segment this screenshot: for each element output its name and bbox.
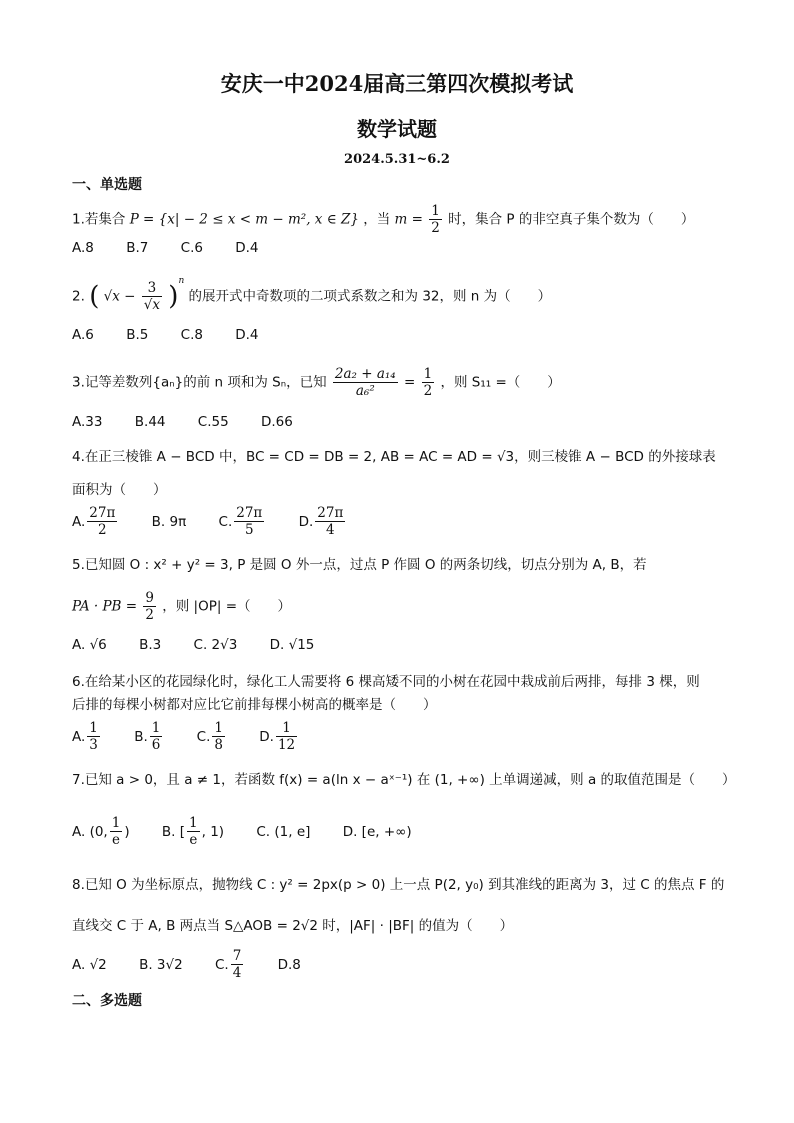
- q7-options: [72, 815, 440, 848]
- question-4-line-2: 面积为（ ）: [72, 482, 167, 498]
- q5-option-c[interactable]: C. 2√3: [193, 637, 238, 653]
- q8-option-b[interactable]: B. 3√2: [139, 956, 183, 973]
- question-3: [72, 366, 561, 399]
- q3-option-b[interactable]: B.44: [134, 414, 166, 430]
- question-6-line-1: 6.在给某小区的花园绿化时，绿化工人需要将 6 棵高矮不同的小树在花园中栽成前后两排，每排 3 棵，则: [72, 674, 700, 690]
- q4-option-c[interactable]: C. $\frac{27\pi}{5}$: [218, 505, 263, 538]
- q5-options: [72, 637, 342, 653]
- q8-options: [72, 948, 329, 981]
- q3-option-c[interactable]: C.55: [197, 414, 229, 430]
- q8-option-c[interactable]: C. $\frac{7}{4}$: [215, 948, 242, 981]
- q7-option-b[interactable]: B. [ $\frac{1}{e}$ , 1): [161, 815, 225, 848]
- question-4-line-1: 4.在正三棱锥 A − BCD 中，BC = CD = DB = 2, AB = AC = AD = √3，则三棱锥 A − BCD 的外接球表: [72, 449, 716, 465]
- q6-option-d[interactable]: D. $\frac{1}{12}$: [259, 720, 296, 753]
- q3-options: [72, 414, 321, 430]
- q1-options: [72, 240, 287, 256]
- q2-option-c[interactable]: C.8: [180, 327, 203, 343]
- question-7: 7.已知 a > 0，且 a ≠ 1，若函数 f(x) = a(ln x − aˣ⁻¹) 在 (1, +∞) 上单调递减，则 a 的取值范围是（ ）: [72, 772, 736, 788]
- q1-option-d[interactable]: D.4: [235, 240, 259, 256]
- q3-fraction-2: $\frac{1}{2}$: [423, 366, 433, 399]
- q5-vector-product: PA · PB =: [72, 598, 138, 615]
- q6-option-c[interactable]: C. $\frac{1}{8}$: [196, 720, 223, 753]
- q1-option-c[interactable]: C.6: [180, 240, 203, 256]
- q4-option-d[interactable]: D. $\frac{27\pi}{4}$: [298, 505, 344, 538]
- q5-option-b[interactable]: B.3: [139, 637, 162, 653]
- q8-option-a[interactable]: A. √2: [72, 956, 107, 973]
- q2-fraction: $\frac{3}{√x}$: [143, 280, 160, 313]
- q8-option-d[interactable]: D.8: [277, 956, 301, 973]
- question-5-line-1: 5.已知圆 O : x² + y² = 3, P 是圆 O 外一点，过点 P 作圆 O 的两条切线，切点分别为 A, B，若: [72, 557, 647, 573]
- exam-title: 安庆一中2024届高三第四次模拟考试: [220, 71, 574, 96]
- q2-option-d[interactable]: D.4: [235, 327, 259, 343]
- q5-option-d[interactable]: D. √15: [269, 637, 315, 653]
- q3-prefix: 3.记等差数列{aₙ}的前 n 项和为 Sₙ，已知: [72, 374, 327, 391]
- q7-option-a[interactable]: A. (0, $\frac{1}{e}$ ): [72, 815, 130, 848]
- question-8-line-1: 8.已知 O 为坐标原点，抛物线 C : y² = 2px(p > 0) 上一点 P(2, y₀) 到其准线的距离为 3，过 C 的焦点 F 的: [72, 877, 725, 893]
- question-6-line-2: 后排的每棵小树都对应比它前排每棵小树高的概率是（ ）: [72, 697, 437, 713]
- q1-fraction: $\frac{1}{2}$: [431, 203, 440, 236]
- q1-mid: ，当: [363, 211, 391, 228]
- q1-set: P = {x| − 2 ≤ x < m − m², x ∈ Z}: [129, 211, 359, 228]
- q4-option-b[interactable]: B. 9π: [151, 513, 187, 530]
- question-8-line-2: 直线交 C 于 A, B 两点当 S△AOB = 2√2 时，|AF| · |BF| 的值为（ ）: [72, 918, 514, 934]
- exam-date: 2024.5.31~6.2: [344, 152, 450, 167]
- q2-option-a[interactable]: A.6: [72, 327, 94, 343]
- q6-options: [72, 720, 327, 753]
- q3-equals: =: [404, 374, 416, 391]
- q5-option-a[interactable]: A. √6: [72, 637, 107, 653]
- q3-option-a[interactable]: A.33: [72, 414, 103, 430]
- q4-options: [72, 505, 375, 538]
- q4-option-a[interactable]: A. $\frac{27\pi}{2}$: [72, 505, 116, 538]
- q5-fraction: $\frac{9}{2}$: [145, 590, 154, 623]
- q1-cond: m =: [394, 211, 423, 228]
- q2-suffix: 的展开式中奇数项的二项式系数之和为 32，则 n 为（ ）: [188, 288, 552, 305]
- exam-subject: 数学试题: [357, 117, 437, 141]
- q1-suffix: 时，集合 P 的非空真子集个数为（ ）: [448, 211, 695, 228]
- q7-option-d[interactable]: D. [e, +∞): [342, 823, 412, 840]
- q5-suffix: ，则 |OP| =（ ）: [162, 598, 292, 615]
- q3-fraction: $\frac{\text{2a₂ + a₁₄}}{\text{a₆²}}$: [334, 366, 396, 399]
- q1-option-b[interactable]: B.7: [126, 240, 149, 256]
- q3-option-d[interactable]: D.66: [261, 414, 293, 430]
- q6-option-b[interactable]: B. $\frac{1}{6}$: [134, 720, 161, 753]
- question-2: 2. ( √x − $\frac{3}{√x}$ )$^n$ 的展开式中奇数项的二项式系数之和为 32，则 n 为（ ）: [72, 276, 552, 313]
- q7-option-c[interactable]: C. (1, e]: [256, 823, 311, 840]
- section-single-choice: 一、单选题: [72, 177, 142, 193]
- q6-option-a[interactable]: A. $\frac{1}{3}$: [72, 720, 98, 753]
- q1-prefix: 1.若集合: [72, 211, 126, 228]
- q2-options: [72, 327, 287, 343]
- q2-prefix: 2.: [72, 288, 85, 305]
- q2-exponent: n: [178, 276, 185, 286]
- q1-option-a[interactable]: A.8: [72, 240, 94, 256]
- question-1: [72, 203, 694, 236]
- question-5-line-2: [72, 590, 291, 623]
- q2-option-b[interactable]: B.5: [126, 327, 149, 343]
- q3-suffix: ，则 S₁₁ =（ ）: [440, 374, 561, 391]
- section-multiple-choice: 二、多选题: [72, 993, 142, 1009]
- q2-expr: √x −: [103, 288, 136, 305]
